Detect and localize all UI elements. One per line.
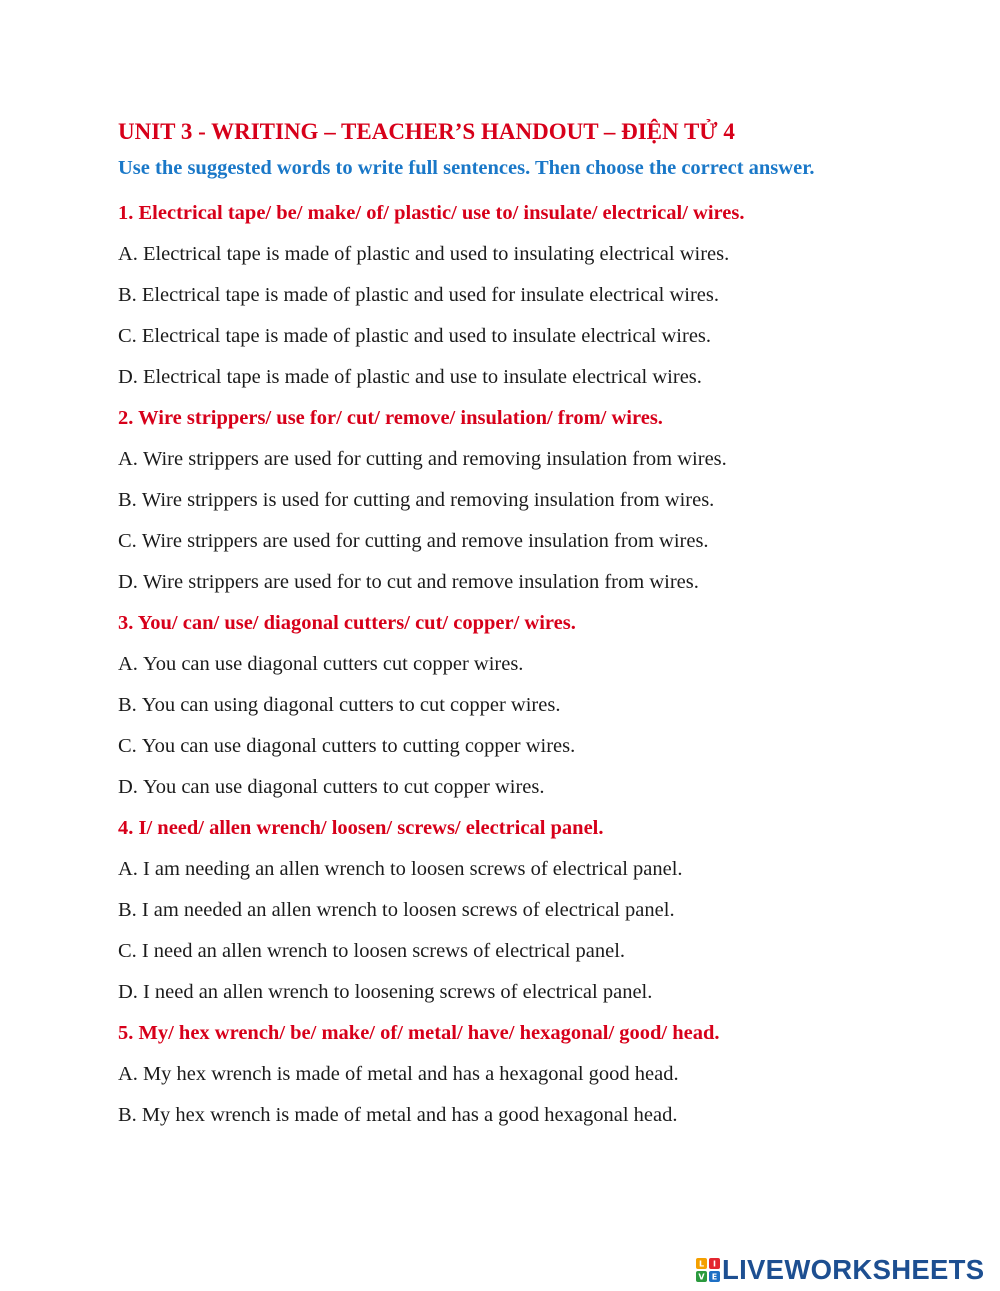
option-letter: B.: [118, 898, 137, 921]
question-prompt: 2. Wire strippers/ use for/ cut/ remove/ insulation/ from/ wires.: [118, 406, 663, 429]
option-text: Wire strippers are used for cutting and removing insulation from wires.: [142, 447, 727, 470]
answer-option[interactable]: [118, 726, 838, 767]
answer-option[interactable]: [118, 275, 838, 316]
logo-letter: V: [698, 1272, 705, 1282]
option-text: Electrical tape is made of plastic and used to insulating electrical wires.: [142, 242, 730, 265]
answer-option[interactable]: [118, 1095, 838, 1136]
option-letter: A.: [118, 242, 138, 265]
option-text: Electrical tape is made of plastic and used for insulate electrical wires.: [141, 283, 719, 306]
answer-option[interactable]: [118, 234, 838, 275]
question-block: [118, 193, 838, 398]
answer-option[interactable]: [118, 480, 838, 521]
option-text: My hex wrench is made of metal and has a good hexagonal head.: [141, 1103, 678, 1126]
answer-option[interactable]: [118, 767, 838, 808]
option-text: I need an allen wrench to loosening screws of electrical panel.: [142, 980, 653, 1003]
option-text: You can use diagonal cutters to cut copper wires.: [142, 775, 545, 798]
answer-option[interactable]: [118, 521, 838, 562]
worksheet-page: [118, 116, 838, 1136]
instruction-text: Use the suggested words to write full sentences. Then choose the correct answer.: [118, 157, 815, 179]
logo-letter: I: [713, 1259, 716, 1269]
option-letter: C.: [118, 529, 137, 552]
answer-option[interactable]: [118, 849, 838, 890]
liveworksheets-branding: [696, 1252, 984, 1288]
option-text: Wire strippers are used for cutting and remove insulation from wires.: [141, 529, 709, 552]
answer-option[interactable]: [118, 562, 838, 603]
page-title: UNIT 3 - WRITING – TEACHER’S HANDOUT – ĐIỆN TỬ 4: [118, 119, 735, 144]
answer-option[interactable]: [118, 890, 838, 931]
option-letter: C.: [118, 324, 137, 347]
liveworksheets-logo-icon: [696, 1258, 720, 1282]
option-letter: B.: [118, 283, 137, 306]
option-letter: D.: [118, 570, 138, 593]
option-letter: D.: [118, 775, 138, 798]
option-text: Wire strippers are used for to cut and remove insulation from wires.: [142, 570, 699, 593]
logo-letter: L: [698, 1259, 705, 1269]
logo-letter: E: [711, 1272, 718, 1282]
option-letter: B.: [118, 488, 137, 511]
option-letter: B.: [118, 693, 137, 716]
option-letter: D.: [118, 365, 138, 388]
option-text: I am needing an allen wrench to loosen screws of electrical panel.: [142, 857, 683, 880]
answer-option[interactable]: [118, 644, 838, 685]
question-block: [118, 808, 838, 1013]
option-letter: C.: [118, 734, 137, 757]
answer-option[interactable]: [118, 316, 838, 357]
option-letter: A.: [118, 447, 138, 470]
option-letter: B.: [118, 1103, 137, 1126]
question-prompt: 4. I/ need/ allen wrench/ loosen/ screws/ electrical panel.: [118, 816, 604, 839]
question-prompt: 5. My/ hex wrench/ be/ make/ of/ metal/ have/ hexagonal/ good/ head.: [118, 1021, 720, 1044]
option-text: You can use diagonal cutters to cutting copper wires.: [141, 734, 576, 757]
option-text: You can using diagonal cutters to cut copper wires.: [141, 693, 561, 716]
option-text: Electrical tape is made of plastic and used to insulate electrical wires.: [141, 324, 712, 347]
option-letter: A.: [118, 652, 138, 675]
option-letter: A.: [118, 857, 138, 880]
question-block: [118, 1013, 838, 1136]
option-text: I need an allen wrench to loosen screws of electrical panel.: [141, 939, 626, 962]
question-list: [118, 193, 838, 1136]
option-text: You can use diagonal cutters cut copper wires.: [142, 652, 524, 675]
answer-option[interactable]: [118, 1054, 838, 1095]
option-letter: D.: [118, 980, 138, 1003]
option-letter: C.: [118, 939, 137, 962]
option-text: My hex wrench is made of metal and has a hexagonal good head.: [142, 1062, 679, 1085]
answer-option[interactable]: [118, 972, 838, 1013]
option-text: I am needed an allen wrench to loosen screws of electrical panel.: [141, 898, 675, 921]
question-block: [118, 398, 838, 603]
question-prompt: 3. You/ can/ use/ diagonal cutters/ cut/ copper/ wires.: [118, 611, 576, 634]
answer-option[interactable]: [118, 357, 838, 398]
question-block: [118, 603, 838, 808]
option-text: Electrical tape is made of plastic and use to insulate electrical wires.: [142, 365, 702, 388]
brand-name: LIVEWORKSHEETS: [722, 1254, 985, 1285]
question-prompt: 1. Electrical tape/ be/ make/ of/ plastic/ use to/ insulate/ electrical/ wires.: [118, 201, 745, 224]
answer-option[interactable]: [118, 439, 838, 480]
answer-option[interactable]: [118, 685, 838, 726]
option-letter: A.: [118, 1062, 138, 1085]
answer-option[interactable]: [118, 931, 838, 972]
option-text: Wire strippers is used for cutting and removing insulation from wires.: [141, 488, 715, 511]
